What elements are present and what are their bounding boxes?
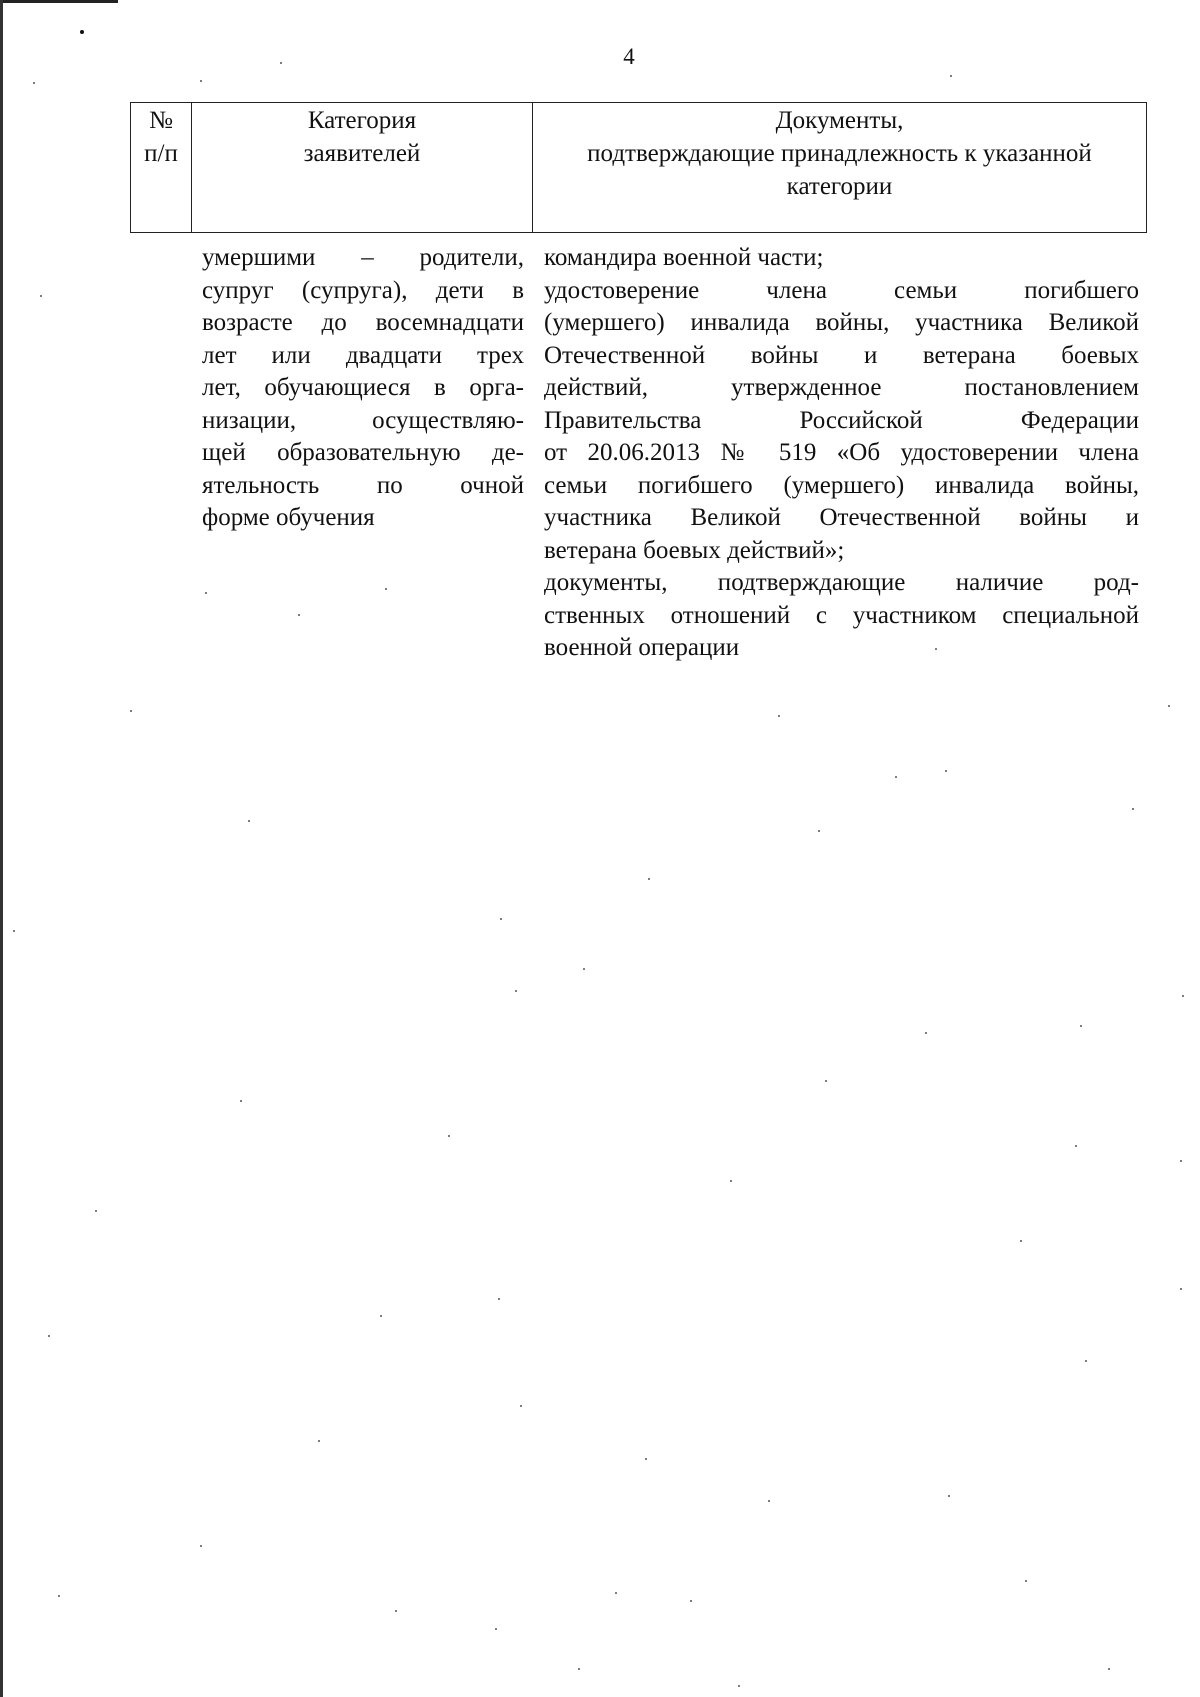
scan-speck	[500, 918, 502, 920]
scan-speck	[1182, 995, 1184, 997]
scan-speck	[1132, 808, 1134, 810]
scan-speck	[385, 588, 387, 590]
header-documents-line: подтверждающие принадлежность к указанной	[587, 140, 1092, 167]
category-line: супруг (супруга), дети в	[202, 276, 524, 304]
scan-speck	[200, 80, 202, 82]
table-header-row	[131, 103, 1147, 233]
scan-speck	[818, 830, 820, 832]
category-line: форме обучения	[202, 504, 375, 531]
documents-line: (умершего) инвалида войны, участника Великой	[544, 309, 1139, 336]
scan-speck	[13, 930, 15, 932]
scan-speck	[48, 1335, 50, 1337]
scan-speck	[1085, 1360, 1087, 1362]
header-number-line: п/п	[144, 140, 178, 167]
header-documents-line: категории	[786, 173, 893, 200]
scan-speck	[648, 878, 650, 880]
scan-speck	[645, 1458, 647, 1460]
scan-edge-left	[0, 0, 3, 1697]
documents-line: документы, подтверждающие наличие род-	[544, 569, 1139, 596]
documents-line: от 20.06.2013 № 519 «Об удостоверении члена	[544, 439, 1139, 466]
page-number: 4	[623, 44, 635, 69]
scan-speck	[1168, 705, 1170, 707]
scan-speck	[948, 1495, 950, 1497]
header-category-line: заявителей	[303, 140, 421, 167]
scan-speck	[248, 820, 250, 822]
scan-speck	[1180, 1288, 1182, 1290]
scan-speck	[318, 1440, 320, 1442]
scan-speck	[240, 1100, 242, 1102]
category-line: лет, обучающиеся в орга-	[202, 374, 524, 401]
scan-speck	[730, 1180, 732, 1182]
scan-speck	[495, 1628, 497, 1630]
scan-speck	[825, 1080, 827, 1082]
scan-speck	[1180, 1160, 1182, 1162]
documents-line: семьи погибшего (умершего) инвалида войны,	[544, 471, 1139, 499]
documents-line: ственных отношений с участником специальной	[544, 601, 1139, 629]
documents-text	[544, 242, 1139, 665]
scan-speck	[205, 592, 207, 594]
header-category-cell	[192, 103, 533, 233]
scan-speck	[738, 1685, 740, 1687]
scan-speck	[515, 990, 517, 992]
scan-speck	[33, 82, 35, 84]
header-documents-cell	[533, 103, 1147, 233]
scan-speck	[615, 1592, 617, 1594]
category-line: возрасте до восемнадцати	[202, 309, 524, 336]
scan-speck	[1108, 1668, 1110, 1670]
scan-speck	[380, 1315, 382, 1317]
scan-speck	[95, 1210, 97, 1212]
category-line: ятельность по очной	[202, 471, 524, 499]
documents-line: командира военной части;	[544, 244, 824, 271]
scan-speck	[895, 776, 897, 778]
scan-speck	[935, 648, 937, 650]
scan-speck	[40, 295, 42, 297]
scan-edge-top	[0, 0, 118, 3]
documents-line: действий, утвержденное постановлением	[544, 374, 1139, 401]
header-number-line: №	[149, 107, 173, 134]
scan-speck	[80, 30, 84, 34]
scan-speck	[520, 1405, 522, 1407]
scan-speck	[1025, 1580, 1027, 1582]
scan-speck	[280, 62, 282, 64]
scan-speck	[298, 614, 300, 616]
documents-line: военной операции	[544, 634, 740, 661]
scan-speck	[950, 75, 952, 77]
scan-speck	[58, 1595, 60, 1597]
category-text	[202, 242, 524, 535]
scan-speck	[945, 770, 947, 772]
header-number-cell	[131, 103, 192, 233]
header-documents-line: Документы,	[775, 107, 904, 134]
scan-speck	[1020, 1240, 1022, 1242]
scan-speck	[448, 1135, 450, 1137]
scan-speck	[130, 710, 132, 712]
table-header	[130, 102, 1147, 233]
documents-line: Правительства Российской Федерации	[544, 406, 1139, 434]
scan-speck	[583, 968, 585, 970]
category-line: низации, осуществляю-	[202, 406, 524, 434]
scan-speck	[498, 1298, 500, 1300]
scan-speck	[768, 1500, 770, 1502]
scan-speck	[1075, 1145, 1077, 1147]
header-category-line: Категория	[307, 107, 417, 134]
scan-speck	[200, 1545, 202, 1547]
category-line: щей образовательную де-	[202, 439, 524, 466]
documents-line: ветерана боевых действий»;	[544, 536, 845, 564]
category-line: лет или двадцати трех	[202, 341, 524, 369]
category-line: умершими – родители,	[202, 244, 524, 271]
scan-speck	[578, 1668, 580, 1670]
documents-line: удостоверение члена семьи погибшего	[544, 276, 1139, 304]
scan-speck	[690, 1600, 692, 1602]
scan-speck	[1080, 1025, 1082, 1027]
documents-line: участника Великой Отечественной войны и	[544, 504, 1139, 531]
scan-speck	[778, 715, 780, 717]
scan-speck	[925, 1032, 927, 1034]
scan-speck	[395, 1610, 397, 1612]
documents-line: Отечественной войны и ветерана боевых	[544, 341, 1139, 369]
